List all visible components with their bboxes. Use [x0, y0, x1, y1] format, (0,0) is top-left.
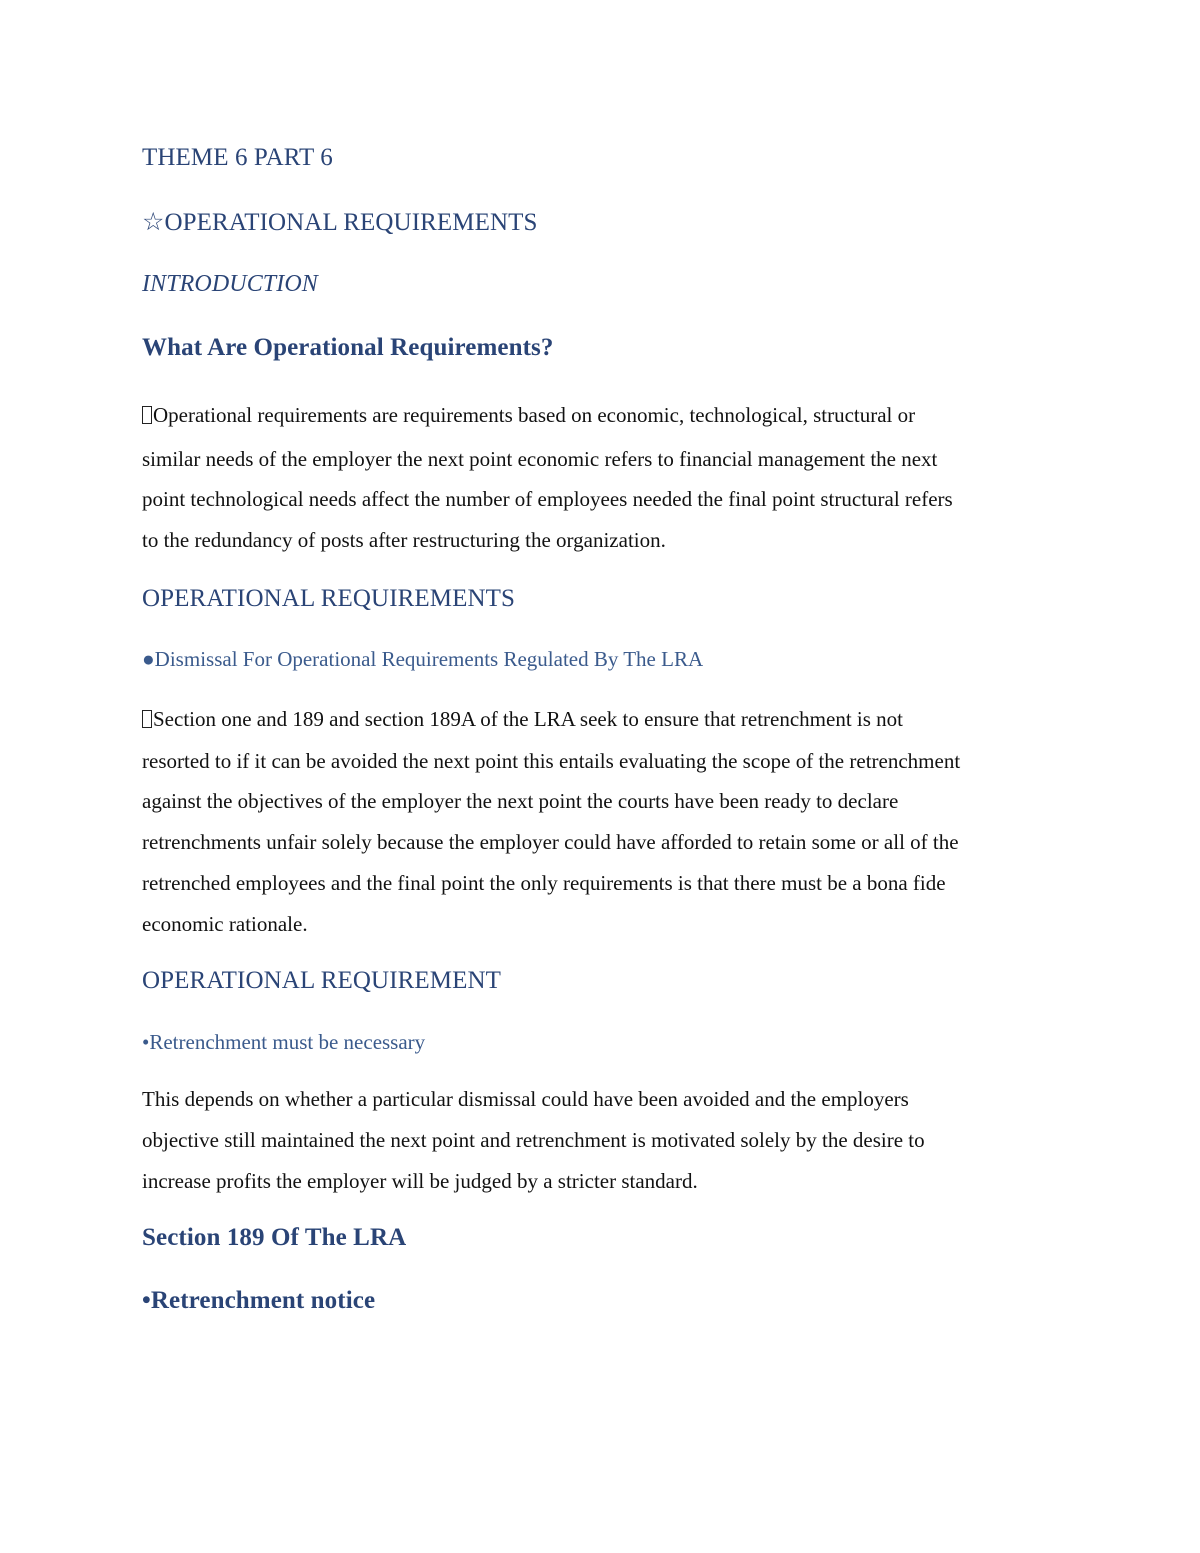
heading-retrenchment-notice: •Retrenchment notice: [142, 1287, 376, 1314]
paragraph-1-line-3: point technological needs affect the number of employees needed the final point structural refers: [142, 487, 953, 511]
paragraph-2-line-3: against the objectives of the employer the next point the courts have been ready to declare: [142, 789, 899, 813]
document-title: THEME 6 PART 6: [142, 144, 333, 171]
paragraph-2-line-1: [142, 707, 903, 732]
paragraph-2-line-4: retrenchments unfair solely because the employer could have afforded to retain some or all of the: [142, 830, 959, 854]
heading-operational-requirements-2: OPERATIONAL REQUIREMENTS: [142, 585, 515, 612]
subheading-retrenchment-necessary: •Retrenchment must be necessary: [142, 1030, 426, 1054]
heading-what-are-operational-requirements: What Are Operational Requirements?: [142, 334, 554, 361]
paragraph-1-line-1: [142, 403, 915, 428]
paragraph-2-line-6: economic rationale.: [142, 912, 308, 936]
paragraph-2-line-2: resorted to if it can be avoided the next point this entails evaluating the scope of the retrenchment: [142, 749, 961, 773]
heading-operational-requirement: OPERATIONAL REQUIREMENT: [142, 967, 501, 994]
paragraph-1-line-2: similar needs of the employer the next point economic refers to financial management the next: [142, 447, 938, 471]
paragraph-2-line-5: retrenched employees and the final point the only requirements is that there must be a bona fide: [142, 871, 946, 895]
subheading-dismissal: ●Dismissal For Operational Requirements Regulated By The LRA: [142, 647, 704, 671]
paragraph-1-line-4: to the redundancy of posts after restructuring the organization.: [142, 528, 666, 552]
heading-introduction: INTRODUCTION: [142, 271, 318, 297]
paragraph-2-line-1-text: Section one and 189 and section 189A of the LRA seek to ensure that retrenchment is not: [153, 707, 903, 731]
paragraph-1-line-1-text: Operational requirements are requirements based on economic, technological, structural or: [153, 403, 916, 427]
paragraph-3-line-2: objective still maintained the next point and retrenchment is motivated solely by the desire to: [142, 1128, 925, 1152]
missing-glyph-icon: [142, 406, 152, 424]
paragraph-3-line-1: This depends on whether a particular dismissal could have been avoided and the employers: [142, 1087, 909, 1111]
missing-glyph-icon: [142, 710, 152, 728]
heading-section-189: Section 189 Of The LRA: [142, 1224, 407, 1251]
heading-operational-requirements: ☆OPERATIONAL REQUIREMENTS: [142, 209, 538, 236]
paragraph-3-line-3: increase profits the employer will be judged by a stricter standard.: [142, 1169, 698, 1193]
